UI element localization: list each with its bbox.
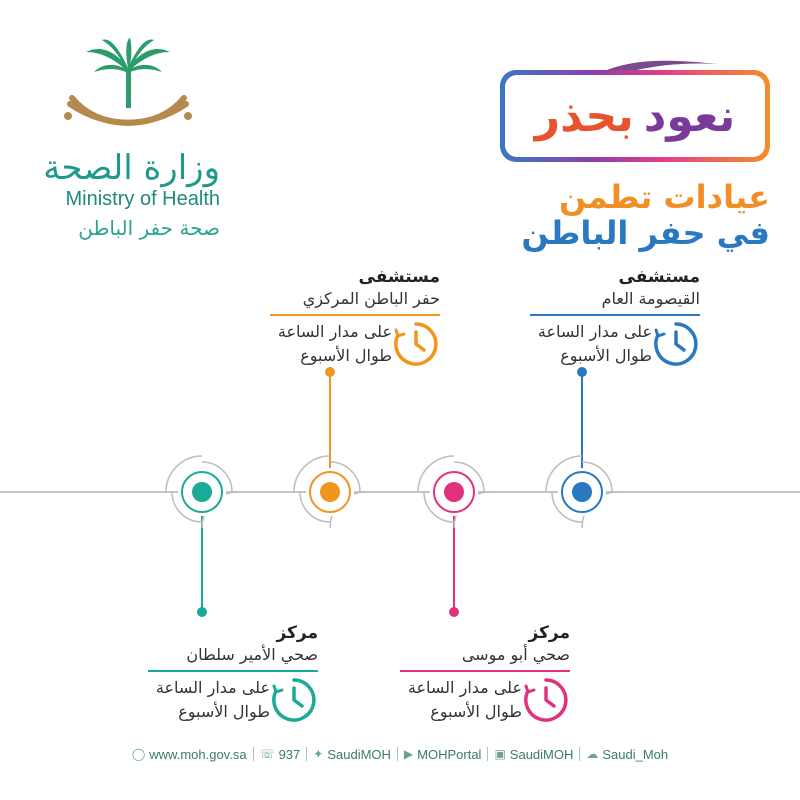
clock-icon (392, 320, 440, 368)
facility-name: صحي الأمير سلطان (186, 645, 318, 664)
title-line-1: عيادات تطمن (558, 178, 770, 216)
node-dot (192, 482, 212, 502)
divider (530, 314, 700, 316)
badge-word-2: بحذر (534, 90, 634, 142)
facility-card-hafar-central (180, 266, 440, 368)
footer-snapchat[interactable]: ☁ Saudi_Moh (586, 746, 669, 762)
node-dot (444, 482, 464, 502)
facility-card-alqaysumah (440, 266, 700, 368)
facility-name: القيصومة العام (601, 289, 700, 308)
connector-end-dot (449, 607, 459, 617)
connector-end-dot (577, 367, 587, 377)
footer-website[interactable]: ◯ www.moh.gov.sa (131, 746, 247, 762)
facility-type: مستشفى (618, 267, 700, 287)
hours-line-2: طوال الأسبوع (300, 346, 392, 365)
divider (400, 670, 570, 672)
footer-youtube[interactable]: ▶ MOHPortal (403, 746, 482, 762)
instagram-icon: ▣ (494, 747, 506, 761)
hours-line-1: على مدار الساعة (407, 678, 522, 697)
node-dot (320, 482, 340, 502)
badge-word-1: نعود (643, 90, 736, 142)
hours-line-1: على مدار الساعة (155, 678, 270, 697)
phone-icon: ☏ (259, 747, 275, 761)
facility-card-prince-sultan (58, 622, 318, 724)
hours-line-2: طوال الأسبوع (178, 702, 270, 721)
facility-card-abu-musa (310, 622, 570, 724)
facility-name: صحي أبو موسى (461, 645, 570, 664)
facility-type: مركز (276, 623, 318, 643)
divider (148, 670, 318, 672)
hours-line-2: طوال الأسبوع (560, 346, 652, 365)
globe-icon: ◯ (131, 747, 146, 761)
facility-name: حفر الباطن المركزي (302, 289, 440, 308)
facility-type: مركز (528, 623, 570, 643)
clock-icon (270, 676, 318, 724)
divider (487, 747, 488, 761)
title-line-2: في حفر الباطن (521, 214, 770, 252)
ministry-english-name: Ministry of Health (65, 188, 220, 210)
divider (397, 747, 398, 761)
divider (253, 747, 254, 761)
twitter-icon: ✦ (313, 747, 324, 761)
divider (306, 747, 307, 761)
ministry-arabic-name: وزارة الصحة (43, 148, 220, 188)
region-name: صحة حفر الباطن (78, 216, 220, 240)
divider (270, 314, 440, 316)
footer-contacts (20, 742, 780, 766)
hours-line-2: طوال الأسبوع (430, 702, 522, 721)
hours-line-1: على مدار الساعة (537, 322, 652, 341)
connector-end-dot (197, 607, 207, 617)
clock-icon (522, 676, 570, 724)
youtube-icon: ▶ (403, 747, 414, 761)
footer-twitter[interactable]: ✦ SaudiMOH (313, 746, 391, 762)
footer-instagram[interactable]: ▣ SaudiMOH (494, 746, 574, 762)
snapchat-icon: ☁ (586, 747, 599, 761)
node-dot (572, 482, 592, 502)
clock-icon (652, 320, 700, 368)
connector-end-dot (325, 367, 335, 377)
divider (579, 747, 580, 761)
facility-type: مستشفى (358, 267, 440, 287)
footer-phone[interactable]: ☏ 937 (259, 746, 301, 762)
hours-line-1: على مدار الساعة (277, 322, 392, 341)
